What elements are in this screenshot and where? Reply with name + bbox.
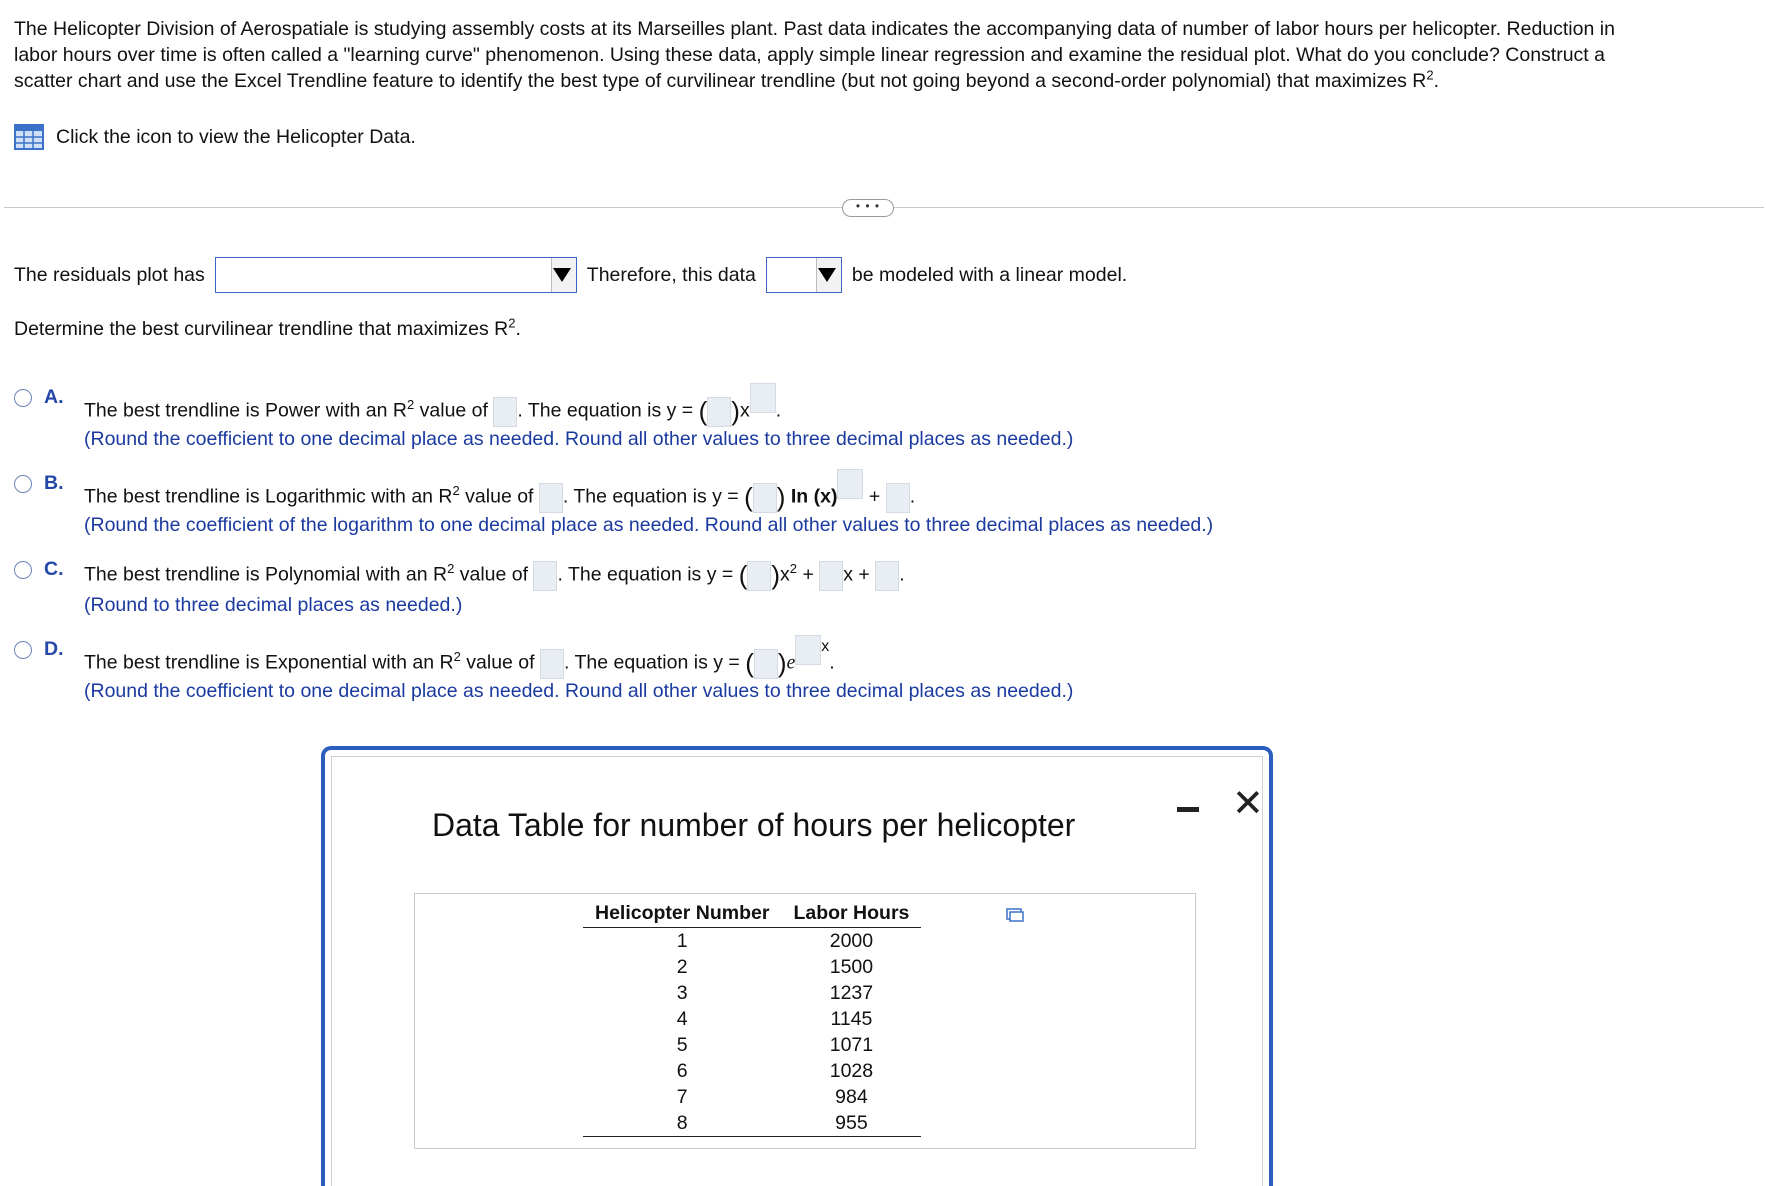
option-a-r2-input[interactable] xyxy=(493,397,517,427)
residuals-question xyxy=(14,256,1127,294)
table-row: 1 2000 xyxy=(676,930,874,952)
problem-line-2: labor hours over time is often called a "learning curve" phenomenon. Using these data, apply simple linear regression and examine the residual plot. What do you conclude? Construct a xyxy=(14,44,1605,66)
option-b-r2-input[interactable] xyxy=(539,483,563,513)
option-c[interactable] xyxy=(14,558,74,581)
option-d-text: The best trendline is Exponential with an $R^2$ value of . The equation is y = ( )$e^x$. xyxy=(84,648,835,679)
residuals-pattern-dropdown[interactable] xyxy=(215,257,577,293)
data-window-title: Data Table for number of hours per helicopter xyxy=(432,807,1076,843)
problem-line-3: scatter chart and use the Excel Trendline feature to identify the best type of curvilinear trendline (but not going beyond a second-order polynomial) that maximizes $R^2$. xyxy=(14,67,1440,92)
option-c-radio[interactable] xyxy=(14,561,32,579)
option-b-hint: (Round the coefficient of the logarithm to one decimal place as needed. Round all other values to three decimal places as needed.) xyxy=(84,514,1214,536)
option-d-r2-input[interactable] xyxy=(540,649,564,679)
option-a-letter: A. xyxy=(44,386,64,408)
option-d-hint: (Round the coefficient to one decimal place as needed. Round all other values to three decimal places as needed.) xyxy=(84,680,1074,702)
minimize-icon[interactable] xyxy=(1177,807,1199,812)
table-row: 2 1500 xyxy=(676,956,874,978)
table-row: 3 1237 xyxy=(676,982,874,1004)
table-row: 6 1028 xyxy=(676,1060,874,1082)
option-a-radio[interactable] xyxy=(14,389,32,407)
table-grid-icon[interactable] xyxy=(14,124,44,150)
option-d-coefficient-input[interactable] xyxy=(754,649,778,679)
linear-model-dropdown[interactable] xyxy=(766,257,842,293)
option-b-radio[interactable] xyxy=(14,475,32,493)
expand-more-button[interactable]: • • • xyxy=(842,199,894,217)
option-a[interactable] xyxy=(14,386,74,409)
chevron-down-icon xyxy=(818,268,836,282)
copy-icon[interactable] xyxy=(1006,908,1024,922)
option-d-letter: D. xyxy=(44,638,64,660)
option-a-exponent-input[interactable] xyxy=(750,383,776,413)
helicopter-data-link[interactable] xyxy=(14,124,416,150)
column-header-helicopter-number: Helicopter Number xyxy=(583,902,781,928)
helicopter-data-table xyxy=(583,902,921,1137)
table-row: 7 984 xyxy=(676,1086,868,1108)
data-table-container xyxy=(414,893,1196,1149)
option-b-text: The best trendline is Logarithmic with an $R^2$ value of . The equation is y = ( ) In (x) + . xyxy=(84,482,915,513)
option-c-hint: (Round to three decimal places as needed.) xyxy=(84,594,463,616)
option-d-exponent-input[interactable] xyxy=(795,635,821,665)
option-c-linear-input[interactable] xyxy=(819,561,843,591)
option-d[interactable] xyxy=(14,638,74,661)
option-a-coefficient-input[interactable] xyxy=(707,397,731,427)
option-b-constant-input[interactable] xyxy=(886,483,910,513)
option-b-log-input[interactable] xyxy=(837,469,863,499)
table-row: 8 955 xyxy=(583,1110,921,1137)
option-c-r2-input[interactable] xyxy=(533,561,557,591)
chevron-down-icon xyxy=(553,268,571,282)
table-row: 5 1071 xyxy=(676,1034,874,1056)
problem-line-1: The Helicopter Division of Aerospatiale is studying assembly costs at its Marseilles plant. Past data indicates the accompanying data of number of labor hours per helicopter. Reduction in xyxy=(14,18,1615,40)
trendline-question: Determine the best curvilinear trendline that maximizes $R^2$. xyxy=(14,315,521,340)
residuals-middle: Therefore, this data xyxy=(586,263,756,286)
problem-statement xyxy=(14,16,1744,94)
option-b[interactable] xyxy=(14,472,74,495)
residuals-suffix: be modeled with a linear model. xyxy=(851,263,1128,286)
column-header-labor-hours: Labor Hours xyxy=(781,902,921,928)
option-a-text: The best trendline is Power with an $R^2$ value of . The equation is y = ( )x . xyxy=(84,396,781,427)
option-b-coefficient-input[interactable] xyxy=(753,483,777,513)
table-row: 4 1145 xyxy=(676,1008,873,1030)
option-c-constant-input[interactable] xyxy=(875,561,899,591)
residuals-prefix: The residuals plot has xyxy=(14,263,205,286)
option-c-letter: C. xyxy=(44,558,64,580)
option-c-quadratic-input[interactable] xyxy=(747,561,771,591)
close-icon[interactable]: ✕ xyxy=(1232,783,1264,825)
option-c-text: The best trendline is Polynomial with an $R^2$ value of . The equation is y = ( )$x^2 + x$ + . xyxy=(84,560,905,590)
data-link-label[interactable]: Click the icon to view the Helicopter Data. xyxy=(56,125,416,148)
option-b-letter: B. xyxy=(44,472,64,494)
data-table-window xyxy=(321,746,1273,1186)
option-d-radio[interactable] xyxy=(14,641,32,659)
option-a-hint: (Round the coefficient to one decimal place as needed. Round all other values to three decimal places as needed.) xyxy=(84,428,1074,450)
